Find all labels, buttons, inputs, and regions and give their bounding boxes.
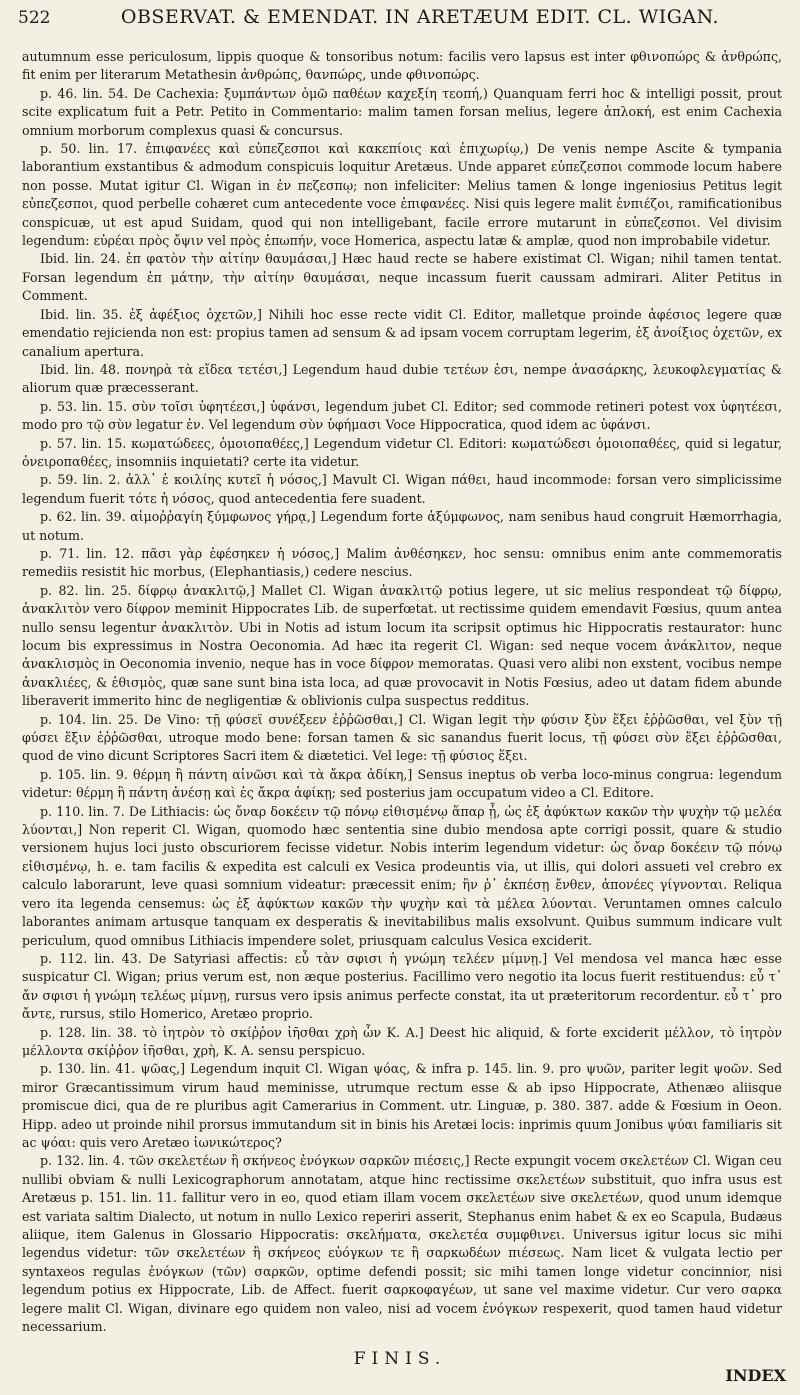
paragraph: p. 59. lin. 2. ἀλλ᾿ ἐ κοιλίης κυτεῖ ἡ νόσος,] Mavult Cl. Wigan πάθει, haud incommode: forsan vero simplicissime legendum fuerit τότε ἡ νόσος, quod antecedentia fere suadent. — [22, 472, 782, 506]
paragraph: Ibid. lin. 24. ἐπ φατὸν τὴν αἰτίην θαυμάσαι,] Hæc haud recte se habere existimat Cl. Wigan; nihil tamen tentat. Forsan legendum ἐπ μάτην, τὴν αἰτίην θαυμάσαι, neque incassum fuerit caussam admirari. Aliter Petitus in Comment. — [22, 251, 782, 304]
paragraph: p. 110. lin. 7. De Lithiacis: ὡς ὄναρ δοκέειν τῷ πόνῳ εἰθισμένῳ ἅπαρ ᾗ, ὡς ἐξ ἀφύκτων κακῶν τὴν ψυχὴν τῷ μελέα λύονται,] Non reperit Cl. Wigan, quomodo hæc sententia sine dubio mendosa apte corrigi possit, quare & studio versionem hujus loci justo obscuriorem fecisse videtur. Nobis interim legendum videtur: ὡς ὄναρ δοκέειν τῷ πόνῳ εἰθισμένῳ, h. e. tam facilis & expedita est calculi ex Vesica prodeuntis via, ut illis, qui dolori assueti vel crebro ex calculo laborarunt, leve quasi somnium videatur: præcessit enim; ἢν ῥ᾿ ἐκπέσῃ ἔνθεν, ἀπονέες γίγνονται. Reliqua vero ita legenda censemus: ὡς ἐξ ἀφύκτων κακῶν τὴν ψυχὴν καὶ τὰ μέλεα λύονται. Veruntamen omnes calculo laborantes animam artusque tanquam ex desperatis & inevitabilibus malis exsolvunt. Quibus summum indicare vult periculum, quod omnibus Lithiacis impendere solet, priusquam calculus Vesica exciderit. — [22, 803, 782, 948]
paragraph: p. 132. lin. 4. τῶν σκελετέων ἢ σκήνεος ἐνόγκων σαρκῶν πιέσεις,] Recte expungit vocem σκελετέων Cl. Wigan ceu nullibi obviam & nulli Lexicographorum annotatam, atque hinc rectissime σκελετέων substituit, quo infra usus est Aretæus p. 151. lin. 11. fallitur vero in eo, quod etiam illam vocem σκελετέων sive σκελετέων, quod unum idemque est variata saltim Dialecto, ut notum in nullo Lexico reperiri asserit, Stephanus enim habet & ex eo Scapula, Budæus aliique, item Galenus in Glossario Hippocratis: σκελήματα, σκελετέα συμφθινει. Universus igitur locus sic mihi legendus videtur: τῶν σκελετέων ἢ σκήνεος εὐόγκων τε ἢ σαρκωδέων πιέσεως. Nam licet & vulgata lectio per syntaxeos regulas ἐνόγκων (τῶν) σαρκῶν, optime defendi possit; sic mihi tamen longe videtur concinnior, nisi legendum potius ex Hippocrate, Lib. de Affect. fuerit σαρκοφαγέων, ut sane vel maxime videtur. Cur vero σαρκα legere malit Cl. Wigan, divinare ego quidem non valeo, nisi ad vocem ἐνόγκων respexerit, quod tamen haud videtur necessarium. — [22, 1153, 782, 1335]
paragraph: p. 62. lin. 39. αἱμοῤῥαγίη ξύμφωνος γήρᾳ,] Legendum forte ἀξύμφωνος, nam senibus haud congruit Hæmorrhagia, ut notum. — [22, 509, 782, 543]
finis-mark: FINIS. — [353, 1349, 447, 1369]
paragraph: Ibid. lin. 35. ἐξ ἀφέξιος ὀχετῶν,] Nihili hoc esse recte vidit Cl. Editor, malletque proinde ἀφέσιος legere quæ emendatio rejicienda non est: propius tamen ad sensum & ad ipsam vocem corruptam legerim, ἐξ ἀνοίξιος ὀχετῶν, ex canalium apertura. — [22, 306, 782, 359]
paragraph: p. 104. lin. 25. De Vino: τῇ φύσεϊ συνέξεεν ἐῤῥῶσθαι,] Cl. Wigan legit τὴν φύσιν ξὺν ἕξει ἐῤῥῶσθαι, vel ξὺν τῇ φύσει ἕξιν ἐῤῥῶσθαι, utroque modo bene: forsan tamen & sic sanandus fuerit locus, τῇ φύσει σὺν ἕξει ἐῤῥῶσθαι, quod de vino dicunt Scriptores Sacri item & diætetici. Vel lege: τῇ φύσιος ἕξει. — [22, 711, 782, 764]
page-number: 522 — [18, 8, 51, 28]
paragraph: p. 53. lin. 15. σὺν τοῖσι ὑφητέεσι,] ὑφάνσι, legendum jubet Cl. Editor; sed commode retineri potest vox ὑφητέεσι, modo pro τῷ σὺν legatur ἐν. Vel legendum σὺν ὑφήμασι Voce Hippocratica, quod idem ac ὑφάνσι. — [22, 398, 782, 433]
paragraph: p. 82. lin. 25. δίφρῳ ἀνακλιτῷ,] Mallet Cl. Wigan ἀνακλιτῷ potius legere, ut sic melius respondeat τῷ δίφρῳ, ἀνακλιτὸν vero δίφρον meminit Hippocrates Lib. de superfœtat. ut rectissime quidem emendavit Fœsius, quum antea nullo sensu legentur ἀνακλιτὸν. Ubi in Notis ad istum locum ita scripsit optimus hic Hippocratis restaurator: hunc locum bis expressimus in Nostra Oeconomia. Ad hæc ita regerit Cl. Wigan: sed neque vocem ἀνάκλιτον, neque ἀνακλισμὸς in Oeconomia invenio, neque has in voce δίφρον memoratas. Quasi vero alibi non exstent, vocibus nempe ἀνακλιέες, & ἐθισμὸς, quæ sane sunt bina ista loca, ad quæ provocavit in Notis Fœsius, adeo ut datam fidem abunde liberaverit immerito hinc de negligentiæ & oblivionis culpa suspectus redditus. — [22, 582, 782, 709]
paragraph: p. 130. lin. 41. ψῶας,] Legendum inquit Cl. Wigan ψόας, & infra p. 145. lin. 9. pro ψυῶν, pariter legit ψοῶν. Sed miror Græcantissimum virum haud meminisse, utrumque rectum esse & ab ipso Hippocrate, Athenæo aliisque promiscue dici, qua de re pluribus agit Camerarius in Comment. utr. Linguæ, p. 380. 387. adde & Fœsium in Oeon. Hipp. adeo ut proinde nihil prorsus immutandum sit in binis his Aretæi locis: inprimis quum Jonibus ψύαι familiaris sit ac ψόαι: quis vero Aretæo ἰωνικώτερος? — [22, 1061, 782, 1150]
paragraph: p. 57. lin. 15. κωματώδεες, ὁμοιοπαθέες,] Legendum videtur Cl. Editori: κωματώδεσι ὁμοιοπαθέες, quid si legatur, ὀνειροπαθέες, insomniis inquietati? certe ita videtur. — [22, 435, 782, 469]
paragraph: p. 71. lin. 12. πᾶσι γὰρ ἐφέσηκεν ἡ νόσος,] Malim ἀνθέσηκεν, hoc sensu: omnibus enim ante commemoratis remediis resistit hic morbus, (Elephantiasis,) cedere nescius. — [22, 545, 782, 580]
paragraph: p. 128. lin. 38. τὸ ἰητρὸν τὸ σκίῤῥον ἰῆσθαι χρὴ ὧν Κ. Α.] Deest hic aliquid, & forte exciderit μέλλον, τὸ ἰητρὸν μέλλοντα σκίῤῥον ἰῆσθαι, χρὴ, Κ. Α. sensu perspicuo. — [22, 1024, 782, 1058]
paragraph: autumnum esse periculosum, lippis quoque & tonsoribus notum: facilis vero lapsus est inter φθινοπώρς & ἀνθρώπς, fit enim per literarum Metathesin ἀνθρώπς, θανπώρς, unde φθινοπώρς. — [22, 49, 782, 83]
catchword: INDEX — [725, 1366, 786, 1385]
running-head: OBSERVAT. & EMENDAT. IN ARETÆUM EDIT. CL. WIGAN. — [120, 6, 720, 28]
paragraph: p. 46. lin. 54. De Cachexia: ξυμπάντων ὁμῶ παθέων καχεξίη τεοπή,) Quanquam ferri hoc & intelligi possit, prout scite explicatum fuit a Petr. Petito in Commentario: malim tamen forsan melius, legere ἀπλοκή, est enim Cachexia omnium morborum complexus quasi & concursus. — [22, 85, 782, 138]
paragraph: Ibid. lin. 48. πονηρὰ τὰ εἴδεα τετέσι,] Legendum haud dubie τετέων ἐσι, nempe ἀνασάρκης, λευκοφλεγματίας & aliorum quæ præcesserant. — [22, 361, 782, 396]
paragraph: p. 112. lin. 43. De Satyriasi affectis: εὖ τὰν σφισι ἡ γνώμη τελέεν μίμνῃ.] Vel mendosa vel manca hæc esse suspicatur Cl. Wigan; prius verum est, non æque posterius. Facillimo vero negotio ita locus fuerit restituendus: εὖ τ᾿ ἄν σφισι ἡ γνώμη τελέως μίμνῃ, rursus vero ipsis animus perfecte constat, ita ut præteritorum recordentur. εὖ τ᾿ pro ἄντε, rursus, stilo Homerico, Aretæo proprio. — [22, 950, 782, 1022]
body-text — [22, 48, 782, 1336]
paragraph: p. 105. lin. 9. θέρμη ἢ πάντη αἰνῶσι καὶ τὰ ἄκρα ἀδίκη,] Sensus ineptus ob verba loco-minus congrua: legendum videtur: θέρμη ἢ πάντη ἀνέσῃ καὶ ἐς ἄκρα ἀφίκῃ; sed posterius jam occupatum video a Cl. Editore. — [22, 766, 782, 801]
paragraph: p. 50. lin. 17. ἐπιφανέες καὶ εὐπεζεσποι καὶ κακεπίοις καὶ ἐπιχωρίῳ,) De venis nempe Ascite & tympania laborantium exstantibus & admodum conspicuis loquitur Aretæus. Unde apparet εὐπεζεσποι commode locum habere non posse. Mutat igitur Cl. Wigan in ἐν πεζεσπῳ; non infeliciter: Melius tamen & longe ingeniosius Petitus legit εὐπεζεσποι, quod perbelle cohæret cum antecedente voce ἐπιφανέες. Nisi quis legere malit ἐνπιέζοι, ramificationibus conspicuæ, ut est apud Suidam, quod qui non intelligebant, facile errore mutarunt in εὐπεζεσποι. Vel divisim legendum: εὐρέαι πρὸς ὄψιν vel πρὸς ἐπωπήν, voce Homerica, aspectu latæ & amplæ, quod non improbabile videtur. — [22, 141, 782, 249]
page-header — [18, 6, 782, 48]
